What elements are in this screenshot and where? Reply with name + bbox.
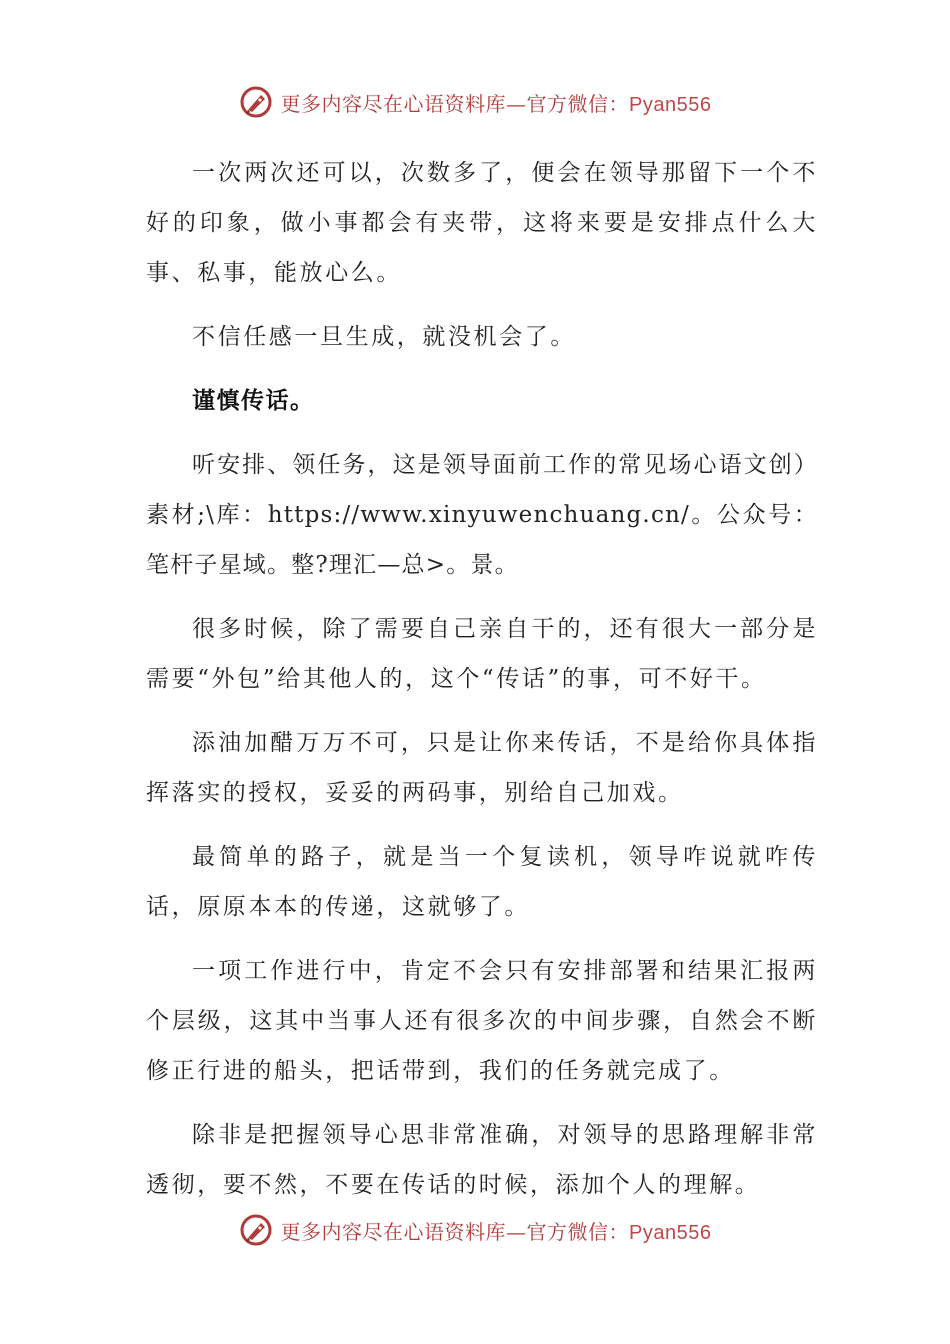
paragraph: 除非是把握领导心思非常准确，对领导的思路理解非常透彻，要不然，不要在传话的时候，添加个人的理解。 bbox=[146, 1122, 818, 1198]
paragraph: 听安排、领任务，这是领导面前工作的常见场心语文创）素材;\库：https://www.xinyuwenchuang.cn/。公众号：笔杆子星域。整?理汇—总>。景。 bbox=[146, 452, 818, 578]
document-body bbox=[146, 148, 818, 1224]
paragraph: 很多时候，除了需要自己亲自干的，还有很大一部分是需要“外包”给其他人的，这个“传话”的事，可不好干。 bbox=[146, 616, 818, 692]
header-banner bbox=[0, 80, 950, 124]
paragraph: 不信任感一旦生成，就没机会了。 bbox=[192, 324, 576, 350]
footer-banner bbox=[0, 1208, 950, 1252]
section-heading: 谨慎传话。 bbox=[192, 387, 315, 414]
paragraph: 一项工作进行中，肯定不会只有安排部署和结果汇报两个层级，这其中当事人还有很多次的中间步骤，自然会不断修正行进的船头，把话带到，我们的任务就完成了。 bbox=[146, 958, 818, 1084]
footer-banner-text: 更多内容尽在心语资料库—官方微信：Pyan556 bbox=[280, 1219, 712, 1244]
pen-nib-circle-icon bbox=[239, 85, 273, 119]
paragraph: 添油加醋万万不可，只是让你来传话，不是给你具体指挥落实的授权，妥妥的两码事，别给自己加戏。 bbox=[146, 730, 818, 806]
paragraph: 最简单的路子，就是当一个复读机，领导咋说就咋传话，原原本本的传递，这就够了。 bbox=[146, 844, 818, 920]
paragraph: 一次两次还可以，次数多了，便会在领导那留下一个不好的印象，做小事都会有夹带，这将来要是安排点什么大事、私事，能放心么。 bbox=[146, 160, 818, 286]
header-banner-text: 更多内容尽在心语资料库—官方微信：Pyan556 bbox=[280, 91, 712, 116]
footer-wechat-id: Pyan556 bbox=[629, 1221, 712, 1244]
pen-nib-circle-icon bbox=[239, 1213, 273, 1247]
header-wechat-id: Pyan556 bbox=[629, 93, 712, 116]
